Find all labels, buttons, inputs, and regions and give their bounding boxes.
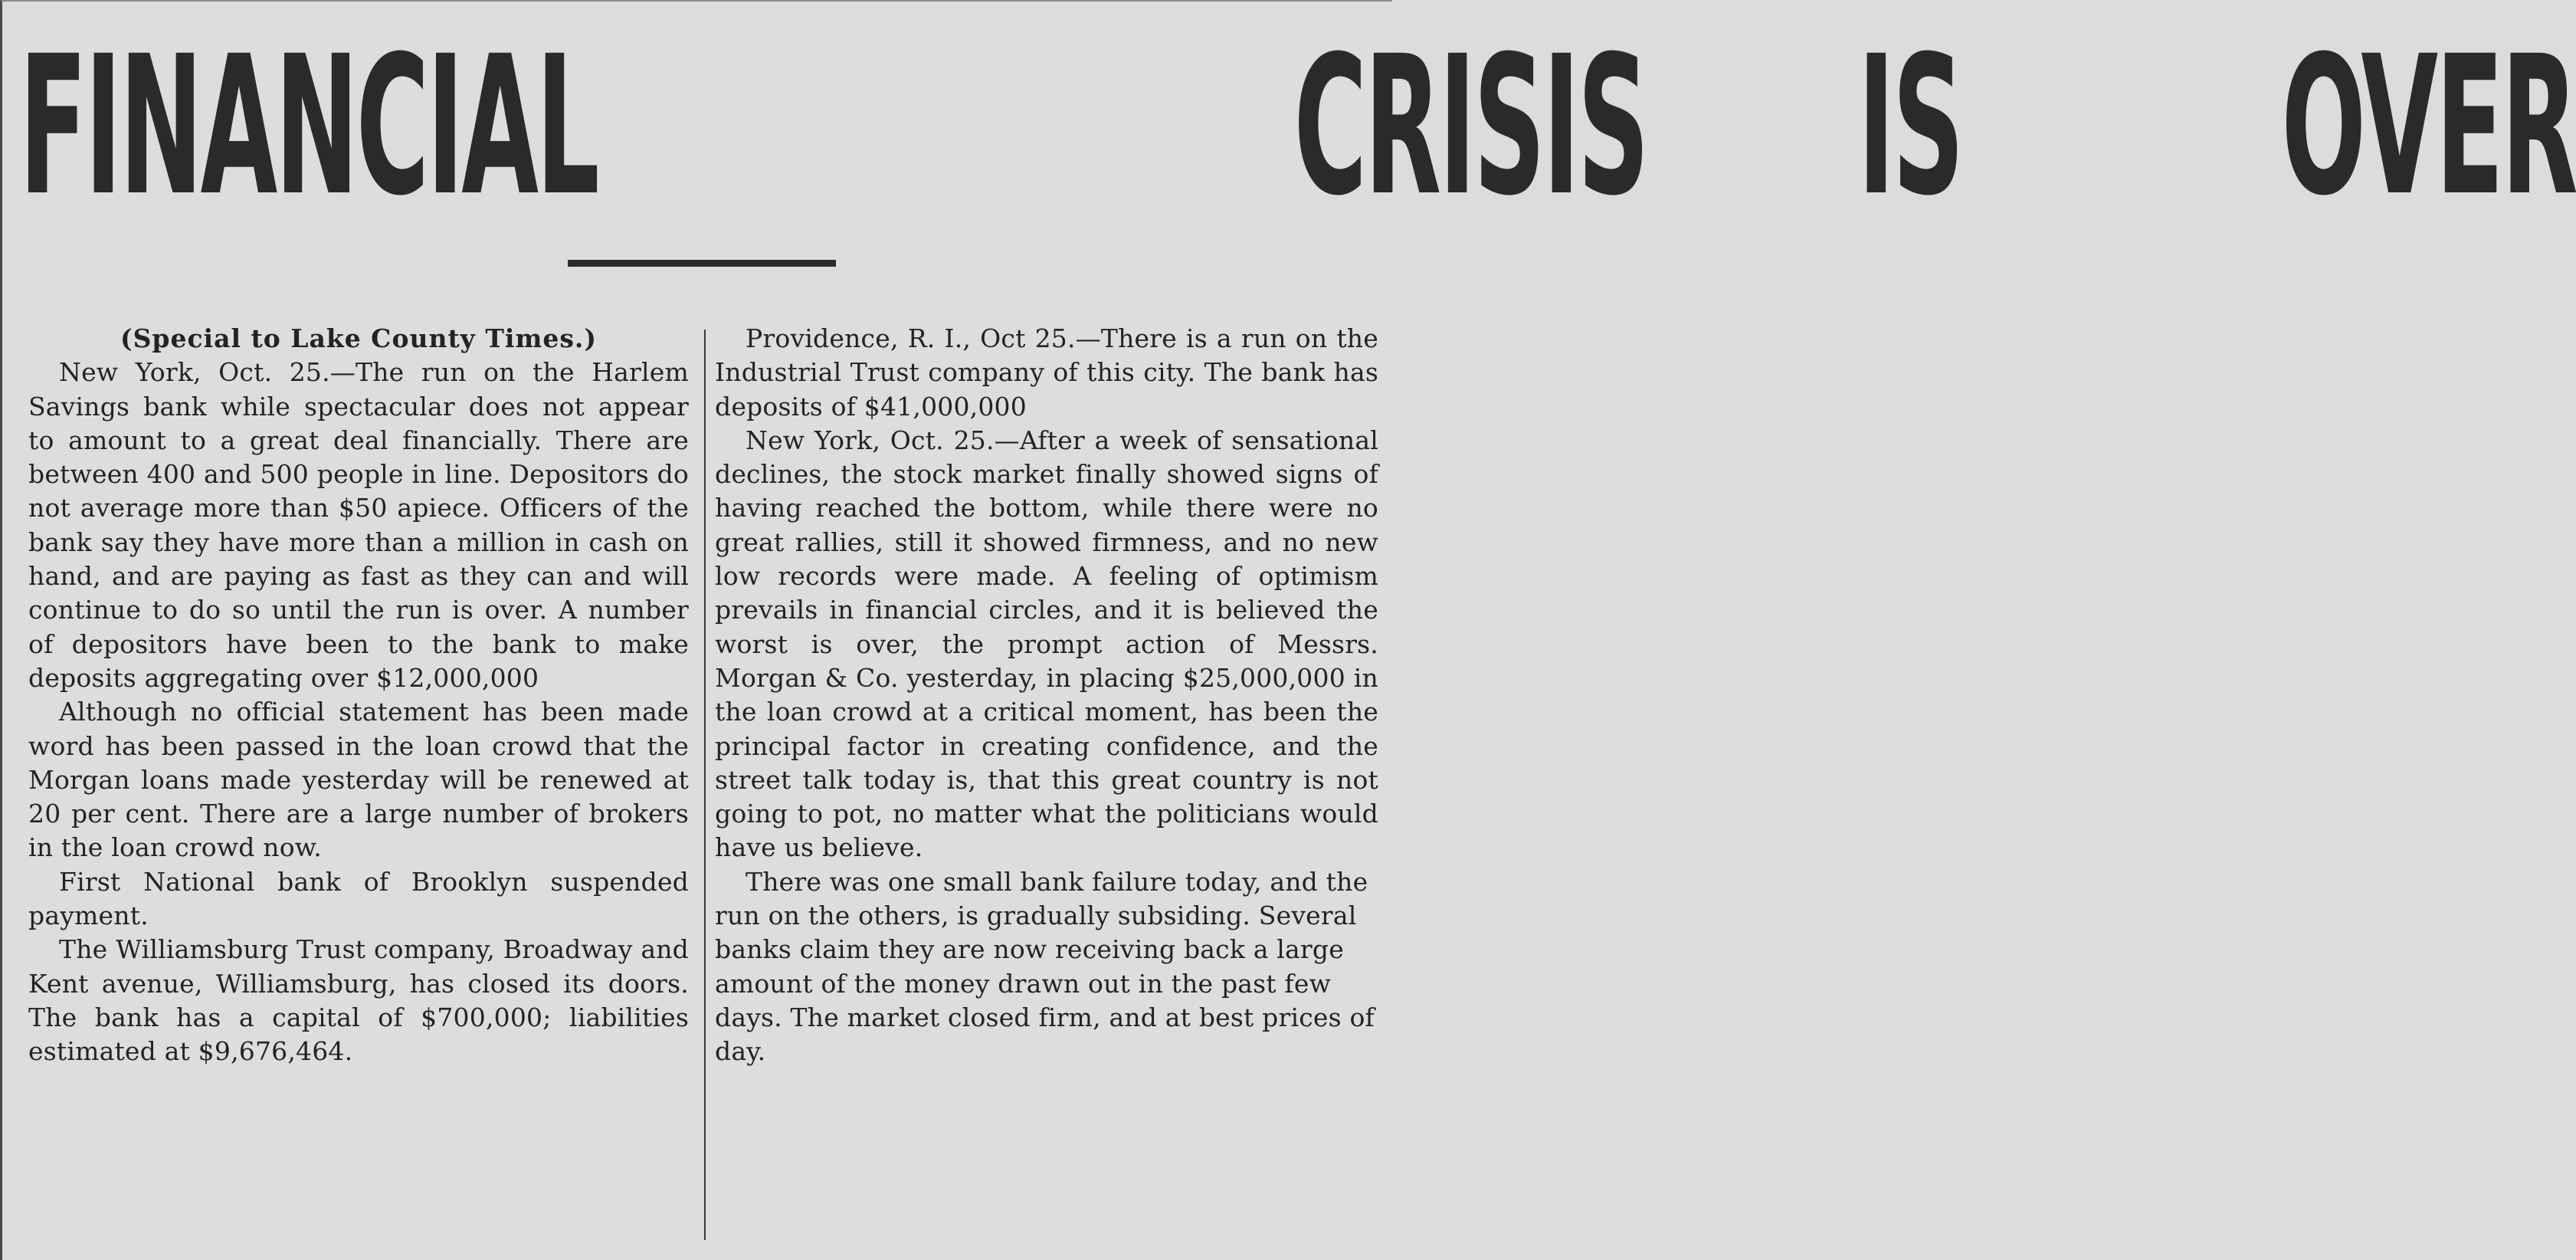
paragraph-stock-market: New York, Oct. 25.—After a week of sensational declines, the stock market finally showed signs of having reached the bottom, while there were no great rallies, still it showed firmness, and no new low records were made. A feeling of optimism prevails in financial circles, and it is believed the worst is over, the prompt action of Messrs. Morgan & Co. yesterday, in placing $25,000,000 in the loan crowd at a critical moment, has been the principal factor in creating confidence, and the street talk today is, that this great country is not going to pot, no matter what the politicians would have us believe. (715, 425, 1378, 863)
headline-word-financial: FINANCIAL (19, 15, 598, 238)
paragraph-harlem-savings: New York, Oct. 25.—The run on the Harlem Savings bank while spectacular does not appear to amount to a great deal financially. There are between 400 and 500 people in line. Depositors do not average more than $50 apiece. Officers of the bank say they have more than a million in cash on hand, and are paying as fast as they can and will continue to do so until the run is over. A number of depositors have been to the bank to make deposits aggregating over $12,000,000 (28, 357, 689, 693)
headline-rule (568, 260, 836, 267)
right-column (715, 322, 1378, 1069)
paragraph-bank-failure: There was one small bank failure today, and the run on the others, is gradually subsiding. Several banks claim they are now receiving back a large amount of the money drawn out in the past few days. The market closed firm, and at best prices of day. (715, 866, 1375, 1067)
headline (2, 15, 2576, 238)
headline-word-crisis: CRISIS (1293, 15, 1647, 238)
headline-word-is: IS (1857, 15, 1962, 238)
paragraph-providence: Providence, R. I., Oct 25.—There is a run on the Industrial Trust company of this city. The bank has deposits of $41,000,000 (715, 323, 1378, 422)
headline-word-over: OVER (2281, 15, 2576, 238)
paragraph-morgan-loans: Although no official statement has been made word has been passed in the loan crowd that the Morgan loans made yesterday will be renewed at 20 per cent. There are a large number of brokers in the loan crowd now. (28, 697, 689, 863)
special-credit-line: (Special to Lake County Times.) (120, 323, 598, 353)
left-column (28, 322, 689, 1069)
paragraph-williamsburg-trust: The Williamsburg Trust company, Broadway and Kent avenue, Williamsburg, has closed its doors. The bank has a capital of $700,000; liabilities estimated at $9,676,464. (28, 934, 689, 1067)
column-divider (704, 330, 706, 1240)
paragraph-first-national: First National bank of Brooklyn suspended payment. (28, 866, 689, 931)
